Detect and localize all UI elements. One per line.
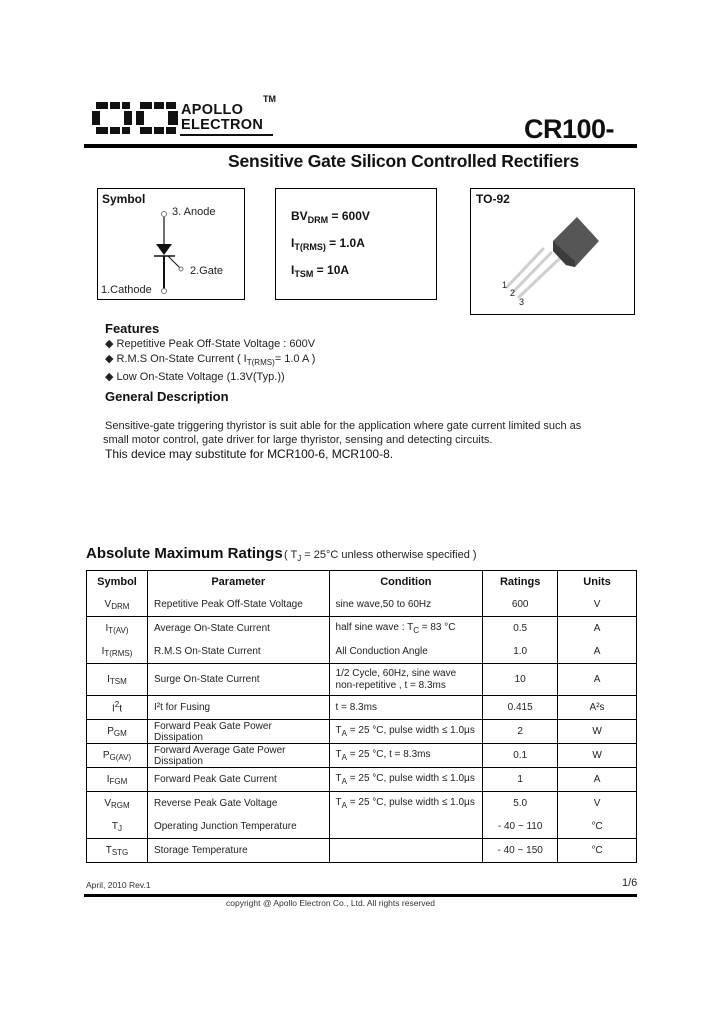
table-row: $I_{T(RMS)}$ R.M.S On-State Current All Conduction Angle 1.0 A	[87, 640, 637, 664]
part-number: CR100-	[524, 114, 615, 144]
scr-symbol-icon	[98, 189, 244, 299]
table-row: $T_{STG}$ Storage Temperature - 40 ~ 150 °C	[87, 839, 637, 863]
col-ratings: Ratings	[483, 571, 558, 594]
feature-item: ◆ R.M.S On-State Current ( $I_{T(RMS)}= 1.0$ A )	[105, 353, 316, 368]
col-units: Units	[558, 571, 637, 594]
feature-item: ◆ Repetitive Peak Off-State Voltage : 600V	[105, 338, 316, 350]
footer-rule	[84, 894, 637, 897]
col-parameter: Parameter	[147, 571, 329, 594]
document-subtitle: Sensitive Gate Silicon Controlled Rectifiers	[228, 151, 580, 171]
spec-it-rms: $I_{T(RMS)} = 1.0A$	[291, 236, 365, 252]
spec-itsm: $I_{TSM} = 10A$	[291, 263, 350, 279]
col-condition: Condition	[329, 571, 483, 594]
ratings-heading: Absolute Maximum Ratings	[86, 545, 283, 562]
package-title: TO-92	[476, 192, 510, 206]
description-line-2: small motor control, gate driver for large thyristor, sensing and detecting circuits.	[103, 434, 493, 446]
col-symbol: Symbol	[87, 571, 148, 594]
general-description-heading: General Description	[105, 389, 229, 404]
cathode-label: 1.Cathode	[101, 284, 152, 296]
to92-package-icon	[471, 189, 634, 314]
table-row: $I_{T(AV)}$ Average On-State Current half sine wave : $T_C = 83$ °C 0.5 A	[87, 617, 637, 641]
ratings-table	[86, 570, 637, 863]
table-row: $I^2t$ I²t for Fusing t = 8.3ms 0.415 A²s	[87, 696, 637, 720]
header-rule	[84, 144, 637, 148]
table-row: $V_{DRM}$ Repetitive Peak Off-State Voltage sine wave,50 to 60Hz 600 V	[87, 593, 637, 617]
company-name-line2: ELECTRON	[181, 117, 264, 133]
table-row: $T_J$ Operating Junction Temperature - 40 ~ 110 °C	[87, 815, 637, 839]
table-header-row	[87, 571, 637, 594]
key-specs-box	[275, 188, 437, 300]
pin2-label: 2	[510, 288, 516, 298]
features-heading: Features	[105, 321, 160, 336]
table-row: $V_{RGM}$ Reverse Peak Gate Voltage $T_A = 25$ °C, pulse width ≤ 1.0μs 5.0 V	[87, 792, 637, 816]
table-row: $P_{G(AV)}$ Forward Average Gate Power Dissipation $T_A = 25$ °C, t = 8.3ms 0.1 W	[87, 744, 637, 768]
copyright-notice: copyright @ Apollo Electron Co., Ltd. All rights reserved	[226, 898, 435, 908]
company-name	[181, 103, 263, 133]
symbol-box	[97, 188, 245, 300]
page-number: 1/6	[622, 877, 638, 889]
pin1-label: 1	[502, 280, 508, 290]
description-line-1: Sensitive-gate triggering thyristor is suit able for the application where gate current limited such as	[105, 420, 582, 432]
pin3-label: 3	[519, 297, 525, 307]
revision-date: April, 2010 Rev.1	[86, 880, 151, 890]
description-substitute: This device may substitute for MCR100-6, MCR100-8.	[105, 447, 394, 461]
features-list	[105, 337, 315, 385]
table-row: $I_{FGM}$ Forward Peak Gate Current $T_A = 25$ °C, pulse width ≤ 1.0μs 1 A	[87, 768, 637, 792]
company-name-line1: APOLLO	[181, 102, 244, 118]
logo-underline	[180, 134, 273, 136]
trademark-mark: TM	[263, 94, 276, 104]
table-row: $I_{TSM}$ Surge On-State Current 1/2 Cycle, 60Hz, sine wave non-repetitive , t = 8.3ms 10 A	[87, 664, 637, 696]
package-box	[470, 188, 635, 315]
spec-bvdrm: $BV_{DRM} = 600V$	[291, 209, 370, 225]
anode-label: 3. Anode	[172, 206, 216, 218]
table-row: $P_{GM}$ Forward Peak Gate Power Dissipation $T_A = 25$ °C, pulse width ≤ 1.0μs 2 W	[87, 720, 637, 744]
apollo-logo-icon	[92, 102, 178, 134]
symbol-box-title: Symbol	[102, 192, 146, 206]
ratings-note: ( $T_J = 25^\circ C$ unless otherwise specified )	[284, 549, 477, 564]
gate-label: 2.Gate	[190, 265, 224, 277]
feature-item: ◆ Low On-State Voltage (1.3V(Typ.))	[105, 371, 285, 384]
